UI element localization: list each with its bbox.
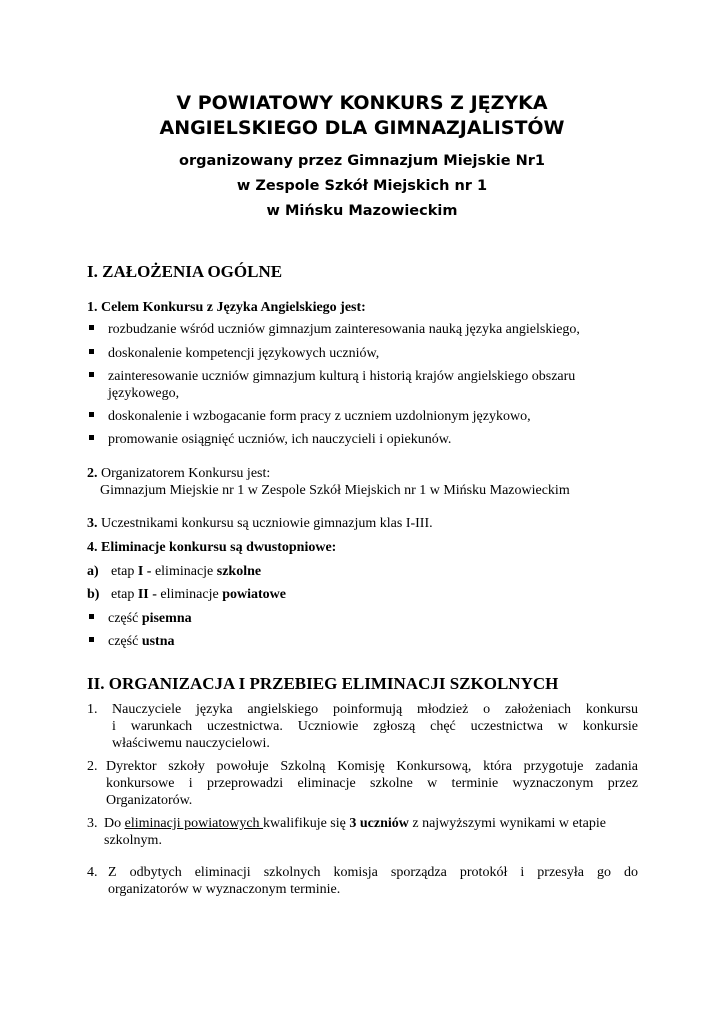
goal-title: 1. Celem Konkursu z Języka Angielskiego jest: [87,300,366,315]
goal-bullet-continuation: językowego, [108,386,180,401]
stage-a-label: a) [87,564,99,579]
item-4-number: 4. [87,865,98,880]
stage-a-mid: eliminacje [151,564,217,579]
goal-bullet: promowanie osiągnięć uczniów, ich nauczycieli i opiekunów. [108,432,452,447]
part-oral-kind: ustna [141,634,175,649]
item-4-line: Z odbytych eliminacji szkolnych komisja sporządza protokół i przesyła go do [108,865,638,880]
item-3-pre: Do [104,816,125,831]
part-oral [108,633,175,650]
stage-a-kind: szkolne [216,564,262,579]
stage-a-number: I - [137,564,152,579]
item-3-number: 3. [87,816,98,831]
item-2-line: konkursowe i przeprowadzi eliminacje szkolne w terminie wyznaczonym przez [106,776,638,791]
part-written [108,610,192,627]
stage-b-kind: powiatowe [222,587,286,602]
bullet-square-icon [89,435,94,440]
organizer-label: Organizatorem Konkursu jest: [97,466,271,481]
goal-bullet: doskonalenie i wzbogacanie form pracy z uczniem uzdolnionym językowo, [108,409,531,424]
item-2-line: Organizatorów. [106,793,193,808]
item-4-line: organizatorów w wyznaczonym terminie. [108,882,341,897]
stage-a [111,563,261,580]
item-1-line: Nauczyciele języka angielskiego poinformują młodzież o założeniach konkursu [112,702,638,717]
stage-b-label: b) [87,587,100,602]
item-3-line: szkolnym. [104,833,162,848]
item-1-line: właściwemu nauczycielowi. [112,736,270,751]
part-written-kind: pisemna [141,611,192,626]
organizer-name: Gimnazjum Miejskie nr 1 w Zespole Szkół Miejskich nr 1 w Mińsku Mazowieckim [100,483,570,498]
stages-title: 4. Eliminacje konkursu są dwustopniowe: [87,540,337,555]
goal-bullet: rozbudzanie wśród uczniów gimnazjum zainteresowania nauką języka angielskiego, [108,322,580,337]
item-1-number: 1. [87,702,98,717]
bullet-square-icon [89,325,94,330]
participants-number: 3. [87,516,98,531]
bullet-square-icon [89,614,94,619]
part-oral-pre: część [108,634,142,649]
title-line-1: V POWIATOWY KONKURS Z JĘZYKA [176,92,548,114]
stage-b-number: II - [137,587,157,602]
stage-b [111,586,286,603]
participants-paragraph [87,515,433,532]
part-written-pre: część [108,611,142,626]
section-1-heading: I. ZAŁOŻENIA OGÓLNE [87,262,283,281]
item-3-line [104,815,606,832]
stage-b-mid: eliminacje [156,587,223,602]
goal-bullet: zainteresowanie uczniów gimnazjum kulturą i historią krajów angielskiego obszaru [108,369,576,384]
title-line-2: ANGIELSKIEGO DLA GIMNAZJALISTÓW [159,117,565,139]
goal-bullet: doskonalenie kompetencji językowych uczniów, [108,346,380,361]
item-1-line: i warunkach uczestnictwa. Uczniowie zgłoszą chęć uczestnictwa w konkursie [112,719,638,734]
organizer-number: 2. [87,466,98,481]
subtitle-line-1: organizowany przez Gimnazjum Miejskie Nr1 [179,153,545,169]
item-3-mid: kwalifikuje się [263,816,350,831]
organizer-paragraph [87,465,270,482]
bullet-square-icon [89,349,94,354]
item-2-number: 2. [87,759,98,774]
participants-text: Uczestnikami konkursu są uczniowie gimnazjum klas I-III. [97,516,433,531]
item-2-line: Dyrektor szkoły powołuje Szkolną Komisję Konkursową, która przygotuje zadania [106,759,638,774]
item-3-bold: 3 uczniów [349,816,409,831]
stage-b-pre: etap [111,587,138,602]
section-2-heading: II. ORGANIZACJA I PRZEBIEG ELIMINACJI SZKOLNYCH [87,674,559,693]
bullet-square-icon [89,637,94,642]
subtitle-line-3: w Mińsku Mazowieckim [266,203,458,219]
bullet-square-icon [89,372,94,377]
item-3-underlined: eliminacji powiatowych [124,816,264,831]
item-3-post: z najwyższymi wynikami w etapie [408,816,606,831]
stage-a-pre: etap [111,564,138,579]
subtitle-line-2: w Zespole Szkół Miejskich nr 1 [236,178,488,194]
bullet-square-icon [89,412,94,417]
